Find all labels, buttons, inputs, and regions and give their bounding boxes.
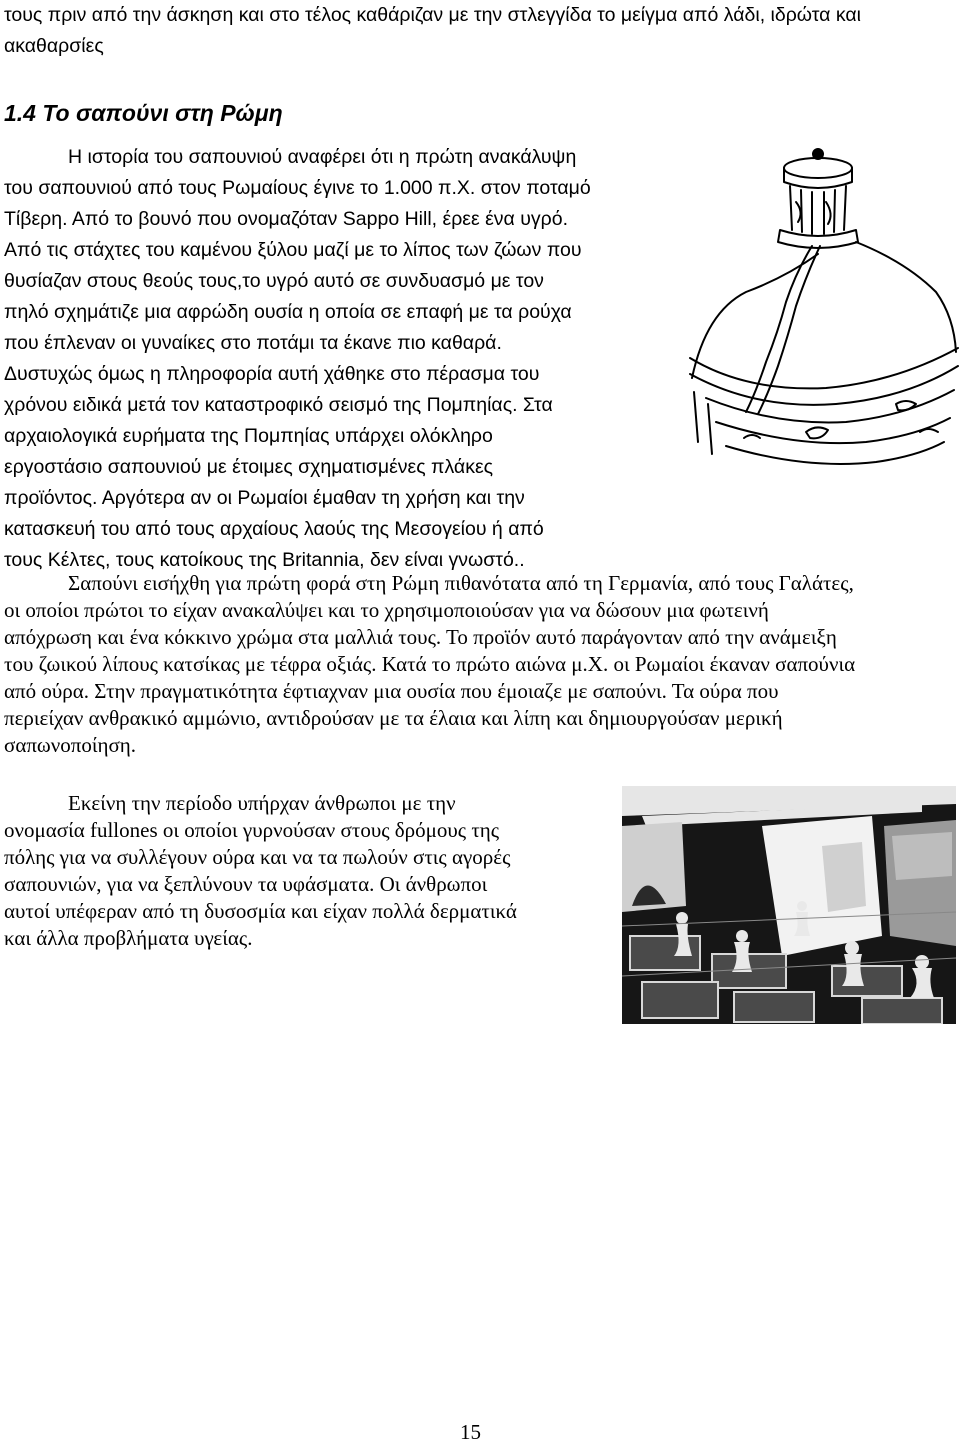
top-paragraph bbox=[4, 0, 944, 62]
text-line: που έπλεναν οι γυναίκες στο ποτάμι τα έκανε πιο καθαρά. bbox=[4, 332, 502, 354]
text-line: απόχρωση και ένα κόκκινο χρώμα στα μαλλιά τους. Το προϊόν αυτό παράγονταν από την ανάμειξη bbox=[4, 625, 837, 649]
text-line: εργοστάσιο σαπουνιού με έτοιμες σχηματισμένες πλάκες bbox=[4, 456, 494, 478]
text-line: χρόνου ειδικά μετά τον καταστροφικό σεισμό της Πομπηίας. Στα bbox=[4, 394, 553, 416]
text-line: κατασκευή του από τους αρχαίους λαούς της Μεσογείου ή από bbox=[4, 518, 544, 540]
text-line: και άλλα προβλήματα υγείας. bbox=[4, 926, 253, 950]
paragraph-gauls bbox=[4, 570, 956, 759]
text-line: Από τις στάχτες του καμένου ξύλου μαζί με το λίπος των ζώων που bbox=[4, 239, 582, 261]
text-line: Δυστυχώς όμως η πληροφορία αυτή χάθηκε στο πέρασμα του bbox=[4, 363, 540, 385]
fountain-drawing bbox=[686, 142, 960, 492]
text-line: αυτοί υπέφεραν από τη δυσοσμία και είχαν πολλά δερματικά bbox=[4, 899, 517, 923]
text-line: Εκείνη την περίοδο υπήρχαν άνθρωποι με την bbox=[68, 791, 456, 815]
fullonica-illustration bbox=[622, 786, 956, 1024]
text-line: πηλό σχημάτιζε μια αφρώδη ουσία η οποία σε επαφή με τα ρούχα bbox=[4, 301, 572, 323]
text-line: Σαπούνι εισήχθη για πρώτη φορά στη Ρώμη πιθανότατα από τη Γερμανία, από τους Γαλάτες, bbox=[68, 571, 854, 595]
text-line: τους Κέλτες, τους κατοίκους της Britannia, δεν είναι γνωστό.. bbox=[4, 549, 525, 571]
text-line: τους πριν από την άσκηση και στο τέλος καθάριζαν με την στλεγγίδα το μείγμα από λάδι, ιδρώτα και bbox=[4, 4, 861, 26]
text-line: περιείχαν ανθρακικό αμμώνιο, αντιδρούσαν με τα έλαια και λίπη και δημιουργούσαν μερική bbox=[4, 706, 783, 730]
text-line: πόλης για να συλλέγουν ούρα και να τα πωλούν στις αγορές bbox=[4, 845, 511, 869]
page-number: 15 bbox=[460, 1420, 481, 1444]
text-line: Η ιστορία του σαπουνιού αναφέρει ότι η πρώτη ανακάλυψη bbox=[68, 146, 577, 168]
text-line: οι οποίοι πρώτοι το είχαν ανακαλύψει και το χρησιμοποιούσαν για να δώσουν μια φωτεινή bbox=[4, 598, 769, 622]
section-heading: 1.4 Το σαπούνι στη Ρώμη bbox=[4, 100, 283, 126]
text-line: σαπουνιών, για να ξεπλύνουν τα υφάσματα. Οι άνθρωποι bbox=[4, 872, 488, 896]
text-line: θυσίαζαν στους θεούς τους,το υγρό αυτό σε συνδυασμό με τον bbox=[4, 270, 544, 292]
text-line: ακαθαρσίες bbox=[4, 35, 104, 57]
text-line: ονομασία fullones οι οποίοι γυρνούσαν στους δρόμους της bbox=[4, 818, 500, 842]
text-line: προϊόντος. Αργότερα αν οι Ρωμαίοι έμαθαν τη χρήση και την bbox=[4, 487, 525, 509]
paragraph-fullones bbox=[4, 790, 517, 952]
text-line: του σαπουνιού από τους Ρωμαίους έγινε το 1.000 π.Χ. στον ποταμό bbox=[4, 177, 591, 199]
text-line: αρχαιολογικά ευρήματα της Πομπηίας υπάρχει ολόκληρο bbox=[4, 425, 493, 447]
text-line: του ζωικού λίπους κατσίκας με τέφρα οξιάς. Κατά το πρώτο αιώνα μ.Χ. οι Ρωμαίοι έκαναν σαπούνια bbox=[4, 652, 856, 676]
text-line: σαπωνοποίηση. bbox=[4, 733, 137, 757]
paragraph-sappo-hill bbox=[4, 142, 591, 576]
text-line: Τίβερη. Από το βουνό που ονομαζόταν Sappo Hill, έρεε ένα υγρό. bbox=[4, 208, 568, 230]
text-line: από ούρα. Στην πραγματικότητα έφτιαχναν μια ουσία που έμοιαζε με σαπούνι. Τα ούρα που bbox=[4, 679, 779, 703]
